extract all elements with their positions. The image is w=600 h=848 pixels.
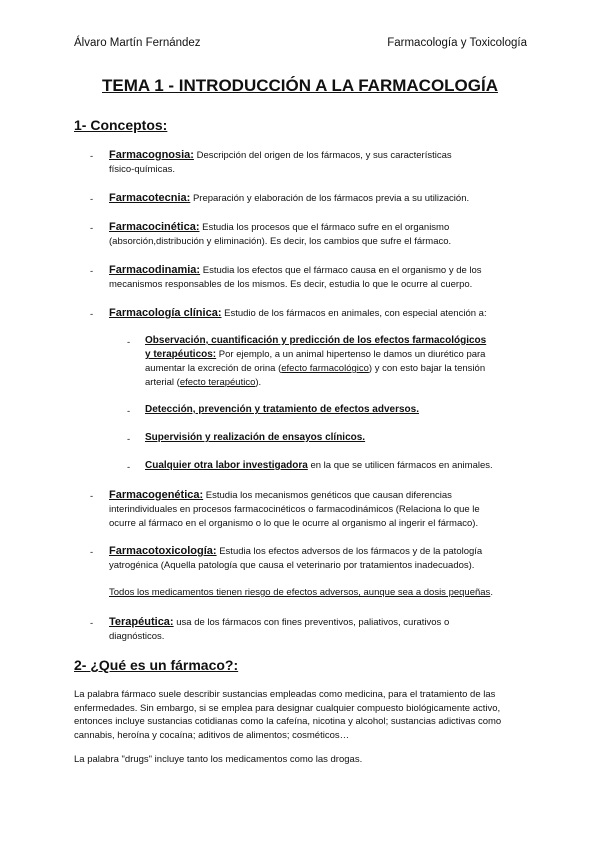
term-farmacotoxicologia: Farmacotoxicología: xyxy=(109,545,217,557)
definition-line: Estudia los efectos que el fármaco causa en el organismo y de los xyxy=(200,265,482,276)
definition-line: Estudio de los fármacos en animales, con especial atención a: xyxy=(221,308,487,319)
definition-line: Estudia los mecanismos genéticos que causan diferencias xyxy=(203,490,452,501)
bullet: - xyxy=(90,618,94,629)
header-author: Álvaro Martín Fernández xyxy=(74,37,201,49)
subitem-text: en la que se utilicen fármacos en animales. xyxy=(307,460,493,471)
efecto-farmacologico: efecto farmacológico xyxy=(281,363,369,374)
list-item-farmacocinetica xyxy=(109,220,529,249)
bullet: - xyxy=(90,266,94,277)
subterm-supervision: Supervisión y realización de ensayos clínicos. xyxy=(145,432,366,443)
list-item-farmacologia-clinica xyxy=(109,306,529,321)
term-terapeutica: Terapéutica: xyxy=(109,616,174,628)
bullet: - xyxy=(90,547,94,558)
definition-line: Descripción del origen de los fármacos, y sus características xyxy=(193,150,452,161)
subitem-text: arterial ( xyxy=(145,377,180,388)
subitem-text: ) y con esto bajar la tensión xyxy=(368,363,486,374)
definition-line: ocurre al fármaco en el organismo o lo que le ocurre al organismo al ingerir el fármaco). xyxy=(109,518,479,529)
list-item-farmacotecnia xyxy=(109,191,529,206)
note-end: . xyxy=(490,587,493,598)
subitem-text: Por ejemplo, a un animal hipertenso le damos un diurético para xyxy=(216,349,486,360)
definition-line: usa de los fármacos con fines preventivos, paliativos, curativos o xyxy=(173,617,450,628)
paragraph-line: La palabra fármaco suele describir sustancias empleadas como medicina, para el tratamiento de las xyxy=(74,689,496,700)
paragraph-drugs: La palabra "drugs" incluye tanto los medicamentos como las drogas. xyxy=(74,754,363,765)
definition-line: físico-químicas. xyxy=(109,164,175,175)
subitem-text: aumentar la excreción de orina ( xyxy=(145,363,282,374)
bullet: - xyxy=(90,491,94,502)
header-subject: Farmacología y Toxicología xyxy=(387,37,527,49)
paragraph-farmaco-definicion xyxy=(74,688,530,742)
definition-line: Estudia los procesos que el fármaco sufre en el organismo xyxy=(199,222,450,233)
sublist-item-deteccion xyxy=(145,403,530,417)
definition-line: yatrogénica (Aquella patología que causa el veterinario por tratamientos inadecuados). xyxy=(109,560,475,571)
bullet: - xyxy=(90,223,94,234)
list-item-farmacodinamia xyxy=(109,263,529,292)
bullet: - xyxy=(90,151,94,162)
term-farmacotecnia: Farmacotecnia: xyxy=(109,192,191,204)
list-item-terapeutica xyxy=(109,615,529,644)
paragraph-line: entonces incluye sustancias cotidianas como la cafeína, nicotina y alcohol; sustancias adictivas como xyxy=(74,716,502,727)
subitem-text: ). xyxy=(255,377,262,388)
efecto-terapeutico: efecto terapéutico xyxy=(179,377,256,388)
definition-line: interindividuales en procesos farmacocinéticos o farmacodinámicos (Relaciona lo que le xyxy=(109,504,480,515)
definition-line: diagnósticos. xyxy=(109,631,165,642)
sublist-item-observacion xyxy=(145,334,530,390)
section-heading-conceptos: 1- Conceptos: xyxy=(74,117,168,133)
subterm-otra-labor: Cualquier otra labor investigadora xyxy=(145,460,308,471)
definition-line: Preparación y elaboración de los fármacos previa a su utilización. xyxy=(190,193,470,204)
bullet: - xyxy=(127,337,131,348)
paragraph-line: cannabis, heroína y cocaína; aditivos de alimentos; cosméticos… xyxy=(74,729,350,741)
sublist-item-supervision xyxy=(145,431,530,445)
term-farmacocinetica: Farmacocinética: xyxy=(109,221,200,233)
term-farmacognosia: Farmacognosia: xyxy=(109,149,194,161)
definition-line: Estudia los efectos adversos de los fármacos y de la patología xyxy=(216,546,483,557)
list-item-farmacogenetica xyxy=(109,488,529,531)
bullet: - xyxy=(90,194,94,205)
subterm-observacion: Observación, cuantificación y predicción de los efectos farmacológicos xyxy=(145,335,487,346)
definition-line: (absorción,distribución y eliminación). Es decir, los cambios que sufre el fármaco. xyxy=(109,236,452,247)
subterm-observacion-cont: y terapéuticos: xyxy=(145,349,217,360)
bullet: - xyxy=(127,462,131,473)
sublist-item-otra-labor xyxy=(145,459,530,473)
bullet: - xyxy=(127,434,131,445)
page-title: TEMA 1 - INTRODUCCIÓN A LA FARMACOLOGÍA xyxy=(101,76,498,95)
paragraph-line: enfermedades. Sin embargo, si se emplea para designar cualquier compuesto biológicamente activo, xyxy=(74,702,501,714)
term-farmacodinamia: Farmacodinamia: xyxy=(109,264,201,276)
subterm-deteccion: Detección, prevención y tratamiento de efectos adversos. xyxy=(145,404,419,415)
definition-line: mecanismos responsables de los mismos. Es decir, estudia lo que le ocurre al cuerpo. xyxy=(109,279,473,290)
bullet: - xyxy=(127,406,131,417)
section-heading-que-es-farmaco: 2- ¿Qué es un fármaco?: xyxy=(74,657,239,673)
term-farmacologia-clinica: Farmacología clínica: xyxy=(109,307,222,319)
adverse-effects-note xyxy=(109,586,529,600)
list-item-farmacotoxicologia xyxy=(109,544,529,573)
note-text: Todos los medicamentos tienen riesgo de efectos adversos, aunque sea a dosis pequeñas xyxy=(109,587,491,598)
bullet: - xyxy=(90,309,94,320)
term-farmacogenetica: Farmacogenética: xyxy=(109,489,204,501)
list-item-farmacognosia xyxy=(109,148,529,177)
